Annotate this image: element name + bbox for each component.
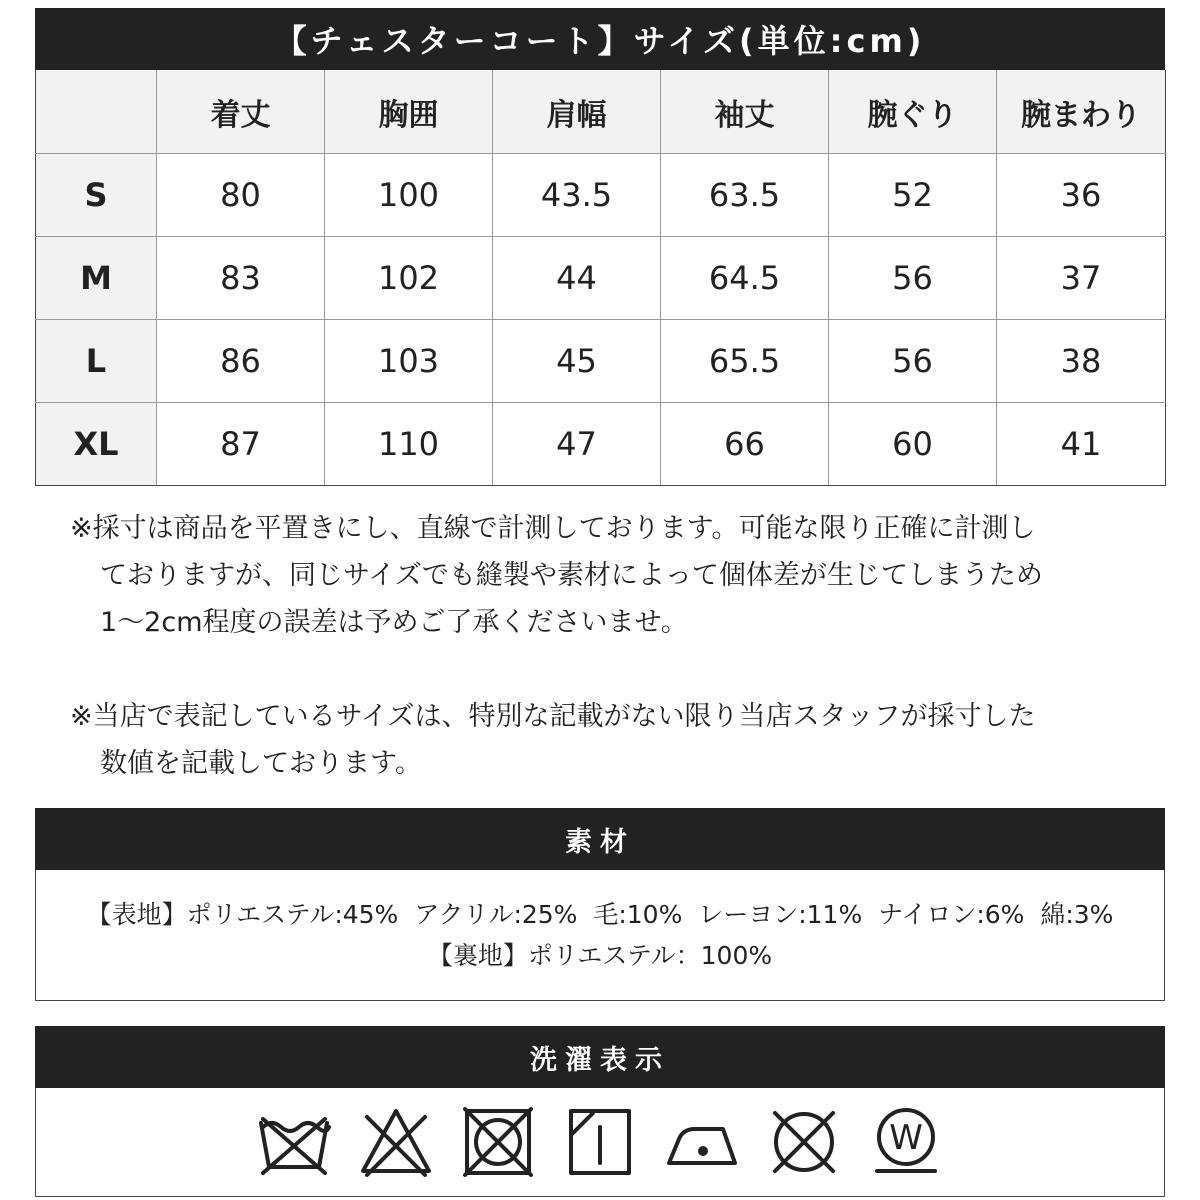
table-cell: 63.5 (661, 154, 829, 237)
table-cell: 110 (325, 403, 493, 486)
table-row (36, 154, 1166, 237)
note-text: ※当店で表記しているサイズは、特別な記載がない限り当店スタッフが採寸した (70, 701, 1036, 732)
table-cell: 80 (157, 154, 325, 237)
table-cell: 52 (829, 154, 997, 237)
header-cell: 肩幅 (493, 70, 661, 154)
table-cell: 44 (493, 237, 661, 320)
table-cell: 45 (493, 320, 661, 403)
wet-clean-icon (869, 1105, 943, 1179)
table-cell: 41 (997, 403, 1166, 486)
outer-fabric: 【表地】ポリエステル:45% アクリル:25% 毛:10% レーヨン:11% ナイロン:6% 綿:3% (86, 900, 1114, 929)
size-chart-title: 【チェスターコート】サイズ(単位:cm) (35, 8, 1165, 70)
materials-section (35, 808, 1165, 1001)
table-header-row (36, 70, 1166, 154)
header-cell (36, 70, 157, 154)
table-cell: 37 (997, 237, 1166, 320)
table-cell: 60 (829, 403, 997, 486)
header-cell: 腕ぐり (829, 70, 997, 154)
table-cell: 100 (325, 154, 493, 237)
iron-low-icon (665, 1105, 739, 1179)
table-cell: 64.5 (661, 237, 829, 320)
table-cell: 87 (157, 403, 325, 486)
table-cell: 38 (997, 320, 1166, 403)
header-cell: 袖丈 (661, 70, 829, 154)
size-table (35, 70, 1166, 486)
size-label: M (36, 237, 157, 320)
measurement-notes (70, 505, 1150, 787)
table-row (36, 320, 1166, 403)
materials-title: 素材 (35, 808, 1165, 870)
note-text: ておりますが、同じサイズでも縫製や素材によって個体差が生じてしまうため (100, 560, 1043, 591)
size-label: XL (36, 403, 157, 486)
note-text: 数値を記載しております。 (100, 748, 422, 779)
materials-body (35, 870, 1165, 1001)
table-cell: 86 (157, 320, 325, 403)
care-icons (35, 1088, 1165, 1197)
lining-fabric: 【裏地】ポリエステル：100% (427, 941, 773, 970)
table-cell: 83 (157, 237, 325, 320)
note-text: ※採寸は商品を平置きにし、直線で計測しております。可能な限り正確に計測し (70, 513, 1036, 544)
size-label: L (36, 320, 157, 403)
table-cell: 56 (829, 237, 997, 320)
table-cell: 103 (325, 320, 493, 403)
note-text: 1～2cm程度の誤差は予めご了承くださいませ。 (100, 607, 688, 638)
no-bleach-icon (359, 1105, 433, 1179)
no-dry-clean-icon (767, 1105, 841, 1179)
table-cell: 47 (493, 403, 661, 486)
table-row (36, 403, 1166, 486)
table-cell: 56 (829, 320, 997, 403)
no-wash-icon (257, 1105, 331, 1179)
no-tumble-dry-icon (461, 1105, 535, 1179)
table-cell: 36 (997, 154, 1166, 237)
table-cell: 102 (325, 237, 493, 320)
table-row (36, 237, 1166, 320)
care-title: 洗濯表示 (35, 1026, 1165, 1088)
size-chart (35, 8, 1165, 486)
header-cell: 腕まわり (997, 70, 1166, 154)
wet-clean-mark: W (889, 1118, 923, 1158)
table-cell: 65.5 (661, 320, 829, 403)
table-cell: 43.5 (493, 154, 661, 237)
header-cell: 着丈 (157, 70, 325, 154)
table-cell: 66 (661, 403, 829, 486)
drip-dry-icon (563, 1105, 637, 1179)
header-cell: 胸囲 (325, 70, 493, 154)
care-section (35, 1026, 1165, 1197)
size-label: S (36, 154, 157, 237)
